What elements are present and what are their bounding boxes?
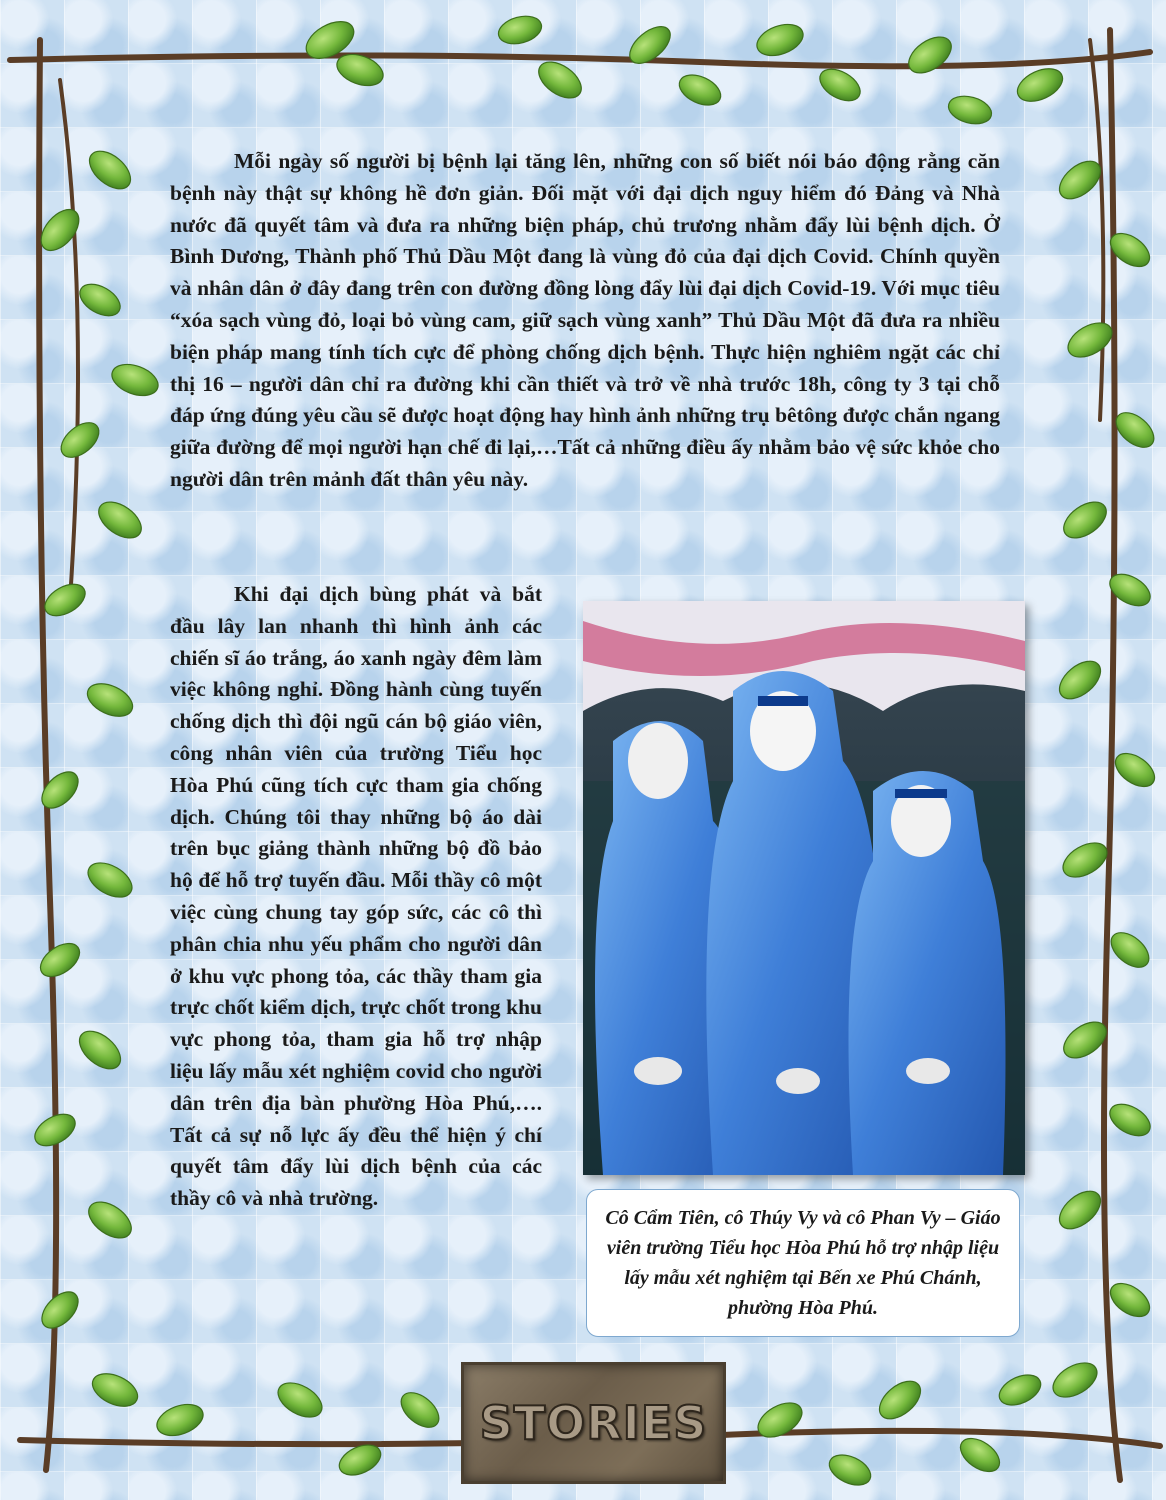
photo-caption-box: [586, 1189, 1020, 1337]
stories-label: STORIES: [479, 1396, 708, 1450]
stories-wooden-sign: [461, 1362, 726, 1484]
article-paragraph-2: Khi đại dịch bùng phát và bắt đầu lây lan nhanh thì hình ảnh các chiến sĩ áo trắng, áo xanh ngày đêm làm việc không nghỉ. Đồng hành cùng tuyến chống dịch thì đội ngũ cán bộ giáo viên, công nhân viên của trường Tiểu học Hòa Phú cũng tích cực tham gia chống dịch. Chúng tôi thay những bộ áo dài trên bục giảng thành những bộ đồ bảo hộ để hỗ trợ tuyến đầu. Mỗi thầy cô một việc cùng chung tay góp sức, các cô thì phân chia nhu yếu phẩm cho người dân ở khu vực phong tỏa, các thầy tham gia trực chốt kiểm dịch, trực chốt trong khu vực phong tỏa, tham gia hỗ trợ nhập liệu lấy mẫu xét nghiệm covid cho người dân trên địa bàn phường Hòa Phú,…. Tất cả sự nỗ lực ấy đều thể hiện ý chí quyết tâm đẩy lùi dịch bệnh của các thầy cô và nhà trường.: [170, 582, 542, 1211]
teachers-protective-suits-photo: [583, 601, 1025, 1175]
article-paragraph-1: Mỗi ngày số người bị bệnh lại tăng lên, những con số biết nói báo động rằng căn bệnh này thật sự không hề đơn giản. Đối mặt với đại dịch nguy hiểm đó Đảng và Nhà nước đã quyết tâm và đưa ra những biện pháp, chủ trương nhằm đẩy lùi bệnh dịch. Ở Bình Dương, Thành phố Thủ Dầu Một đang là vùng đỏ của đại dịch Covid. Chính quyền và nhân dân ở đây đang trên con đường đồng lòng đẩy lùi đại dịch Covid-19. Với mục tiêu “xóa sạch vùng đỏ, loại bỏ vùng cam, giữ sạch vùng xanh” Thủ Dầu Một đã đưa ra nhiều biện pháp mang tính tích cực để phòng chống dịch bệnh. Thực hiện nghiêm ngặt các chỉ thị 16 – người dân chỉ ra đường khi cần thiết và trở về nhà trước 18h, công ty 3 tại chỗ đáp ứng đúng yêu cầu sẽ được hoạt động hay hình ảnh những trụ bêtông được chắn ngang giữa đường để mọi người hạn chế đi lại,…Tất cả những điều ấy nhằm bảo vệ sức khỏe cho người dân trên mảnh đất thân yêu này.: [170, 149, 1000, 491]
photo-caption: Cô Cẩm Tiên, cô Thúy Vy và cô Phan Vy – Giáo viên trường Tiểu học Hòa Phú hỗ trợ nhập liệu lấy mẫu xét nghiệm tại Bến xe Phú Chánh, phường Hòa Phú.: [605, 1207, 1001, 1319]
